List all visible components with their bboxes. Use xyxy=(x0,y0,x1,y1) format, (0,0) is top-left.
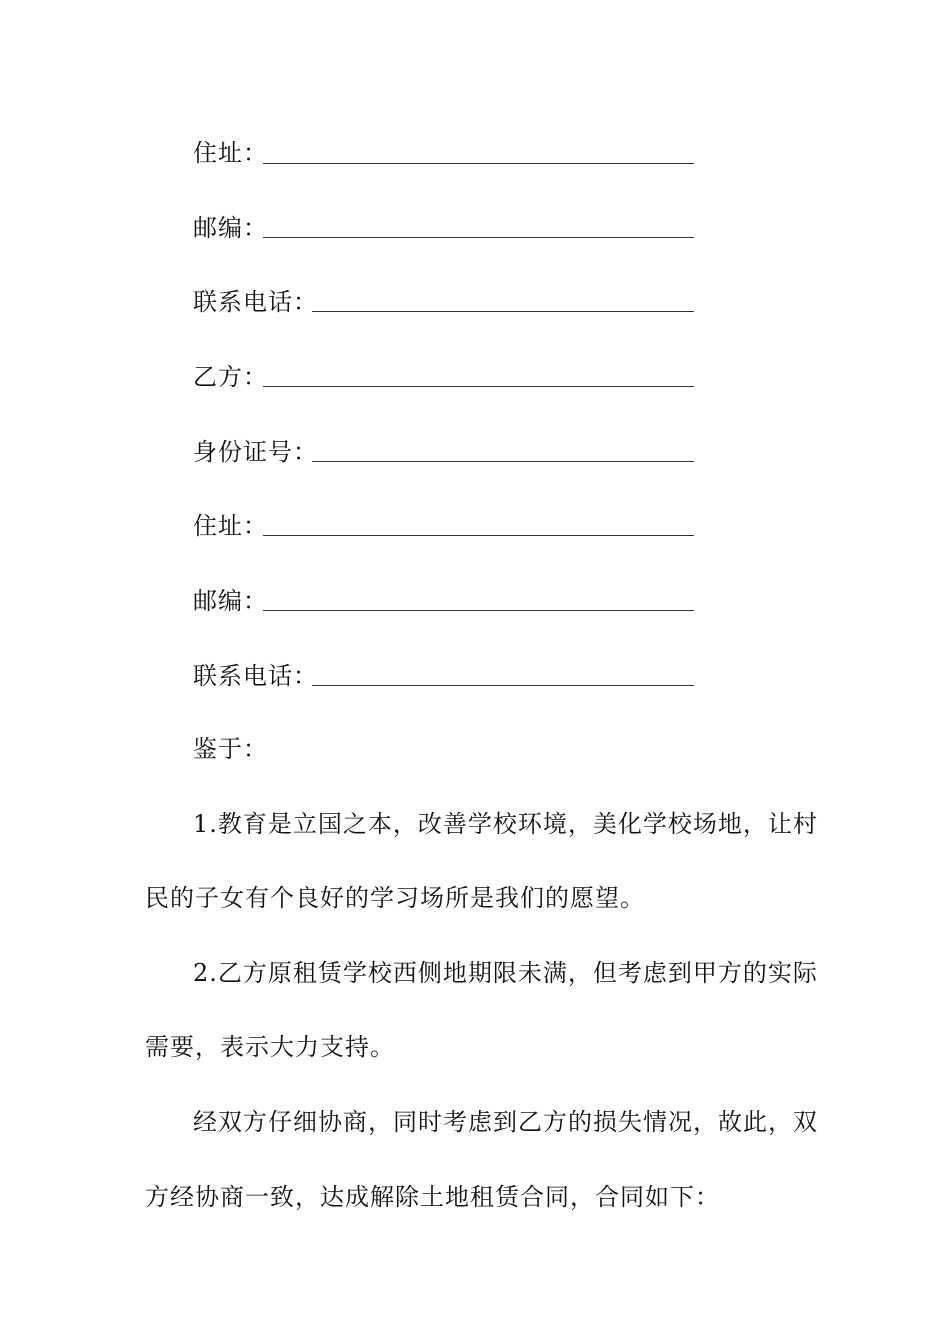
fill-in-line[interactable] xyxy=(263,386,694,387)
fill-in-line[interactable] xyxy=(263,535,694,536)
field-label: 乙方： xyxy=(193,363,268,391)
fill-in-line[interactable] xyxy=(263,237,694,238)
field-address-2 xyxy=(193,505,268,541)
field-phone-1 xyxy=(193,281,318,317)
field-label: 邮编： xyxy=(193,214,268,242)
fill-in-line[interactable] xyxy=(312,461,694,462)
field-label: 住址： xyxy=(193,139,268,167)
field-label: 联系电话： xyxy=(193,662,318,690)
field-label: 身份证号： xyxy=(193,438,318,466)
fill-in-line[interactable] xyxy=(263,163,694,164)
paragraph-line: 2.乙方原租赁学校西侧地期限未满，但考虑到甲方的实际 xyxy=(193,959,818,987)
field-postcode-2 xyxy=(193,580,268,616)
paragraph-line: 经双方仔细协商，同时考虑到乙方的损失情况，故此，双 xyxy=(193,1108,818,1136)
field-label: 住址： xyxy=(193,512,268,540)
paragraph-line: 需要，表示大力支持。 xyxy=(145,1033,395,1061)
fill-in-line[interactable] xyxy=(263,610,694,611)
field-label: 联系电话： xyxy=(193,288,318,316)
field-label: 邮编： xyxy=(193,587,268,615)
field-address-1 xyxy=(193,132,268,168)
paragraph-line: 1.教育是立国之本，改善学校环境，美化学校场地，让村 xyxy=(193,810,818,838)
field-party-b xyxy=(193,356,268,392)
paragraph-line: 方经协商一致，达成解除土地租赁合同，合同如下： xyxy=(145,1183,720,1211)
paragraph-line: 民的子女有个良好的学习场所是我们的愿望。 xyxy=(145,884,645,912)
fill-in-line[interactable] xyxy=(312,311,694,312)
whereas-heading: 鉴于： xyxy=(193,735,268,763)
field-postcode-1 xyxy=(193,207,268,243)
field-phone-2 xyxy=(193,655,318,691)
field-id-number xyxy=(193,431,318,467)
fill-in-line[interactable] xyxy=(312,685,694,686)
